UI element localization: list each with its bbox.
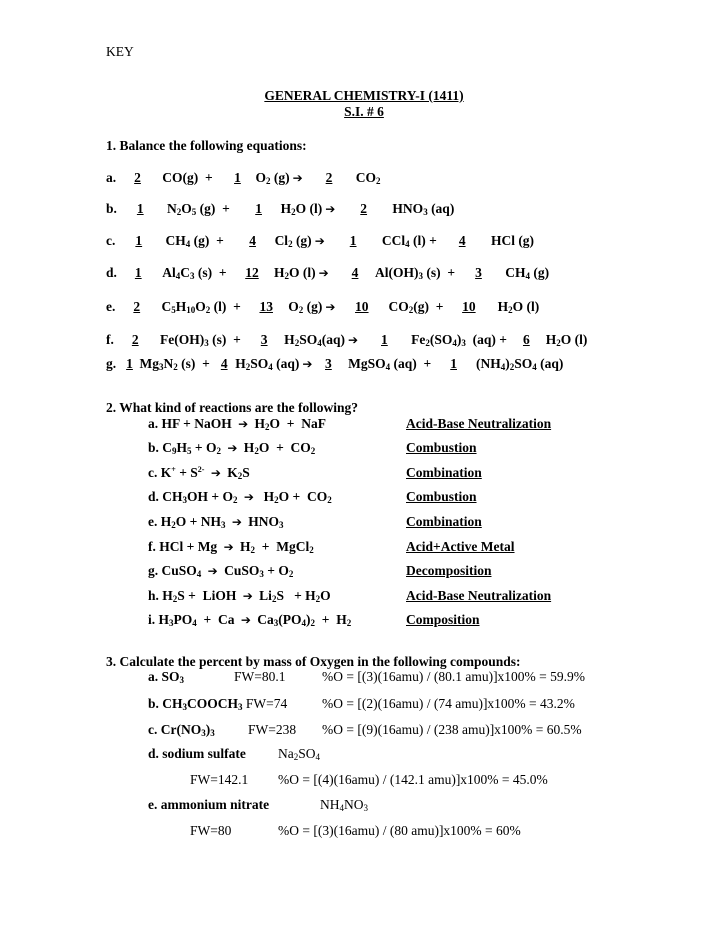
q2-reaction-h: h. $H_2S$ + LiOH ➔ $Li_2S + H_2O$ [148, 588, 331, 604]
arrow-icon: ➔ [240, 613, 251, 627]
arrow-icon: ➔ [292, 171, 303, 185]
eq-f: f. 2 $Fe(OH)_3$ (s) + 3 $H_2SO_4(aq)$ ➔ 1 $Fe_2(SO_4)_3$ (aq) + 6 $H_2O$ (l) [106, 332, 588, 348]
q2-answer-h: Acid-Base Neutralization [406, 588, 552, 603]
eq-a: a. 2 CO(g) + 1 $O_2$ (g) ➔ 2 $CO_2$ [106, 170, 381, 186]
arrow-icon: ➔ [318, 266, 329, 280]
eq-label: e. [106, 299, 116, 314]
q2-answer-c: Combination [406, 465, 482, 480]
q3-fw-d: FW=142.1 [190, 772, 249, 787]
q3-calc-b: %O = [(2)(16amu) / (74 amu)]x100% = 43.2% [322, 696, 575, 711]
coef: 2 [133, 299, 141, 314]
q3-compound-c: c. $Cr(NO_3)_3$ [148, 722, 215, 738]
q2-reaction-b: b. $C_9H_5 + O_2$ ➔ $H_2O + CO_2$ [148, 440, 316, 456]
coef: 1 [234, 170, 241, 185]
coef: 6 [522, 332, 530, 347]
coef: 1 [349, 233, 357, 248]
arrow-icon: ➔ [325, 202, 336, 216]
q3-formula-e: $NH_4NO_3$ [320, 797, 368, 813]
coef: 10 [355, 299, 369, 314]
q2-reaction-e: e. $H_2O + NH_3$ ➔ $HNO_3$ [148, 514, 284, 530]
coef: 2 [131, 332, 139, 347]
q2-answer-e: Combination [406, 514, 482, 529]
eq-label: d. [106, 265, 117, 280]
q3-fw-b: FW=74 [245, 696, 288, 711]
eq-label: f. [106, 332, 114, 347]
eq-label: g. [106, 356, 117, 371]
coef: 1 [135, 233, 143, 248]
arrow-icon: ➔ [207, 564, 218, 578]
eq-label: b. [106, 201, 117, 216]
coef: 1 [450, 356, 457, 371]
q3-calc-d: %O = [(4)(16amu) / (142.1 amu)]x100% = 45.0% [278, 772, 548, 787]
coef: 3 [325, 356, 332, 371]
key-label: KEY [106, 44, 134, 59]
eq-label: c. [106, 233, 116, 248]
coef: 1 [134, 265, 142, 280]
q3-fw-a: FW=80.1 [234, 669, 286, 684]
coef: 12 [245, 265, 259, 280]
coef: 1 [126, 356, 133, 371]
eq-e: e. 2 $C_5H_{10}O_2$ (l) + 13 $O_2$ (g) ➔ 10 $CO_2(g) + 10$ $H_2O$ (l) [106, 299, 540, 315]
q3-heading: 3. Calculate the percent by mass of Oxygen in the following compounds: [106, 654, 521, 669]
q3-fw-c: FW=238 [248, 722, 297, 737]
eq-c: c. 1 $CH_4$ (g) + 4 $Cl_2$ (g) ➔ 1 CCl$_4$ (l) + 4 HCl (g) [106, 233, 535, 249]
arrow-icon: ➔ [223, 540, 234, 554]
q3-calc-a: %O = [(3)(16amu) / (80.1 amu)]x100% = 59.9% [322, 669, 586, 684]
coef: 3 [475, 265, 482, 280]
coef: 13 [259, 299, 273, 314]
q2-reaction-i: i. $H_3PO_4 + Ca$ ➔ $Ca_3(PO_4)_2 + H_2$ [148, 612, 352, 628]
q2-answer-a: Acid-Base Neutralization [406, 416, 552, 431]
q3-compound-a: a. $SO_3$ [148, 669, 185, 685]
arrow-icon: ➔ [231, 515, 242, 529]
coef: 2 [134, 170, 141, 185]
q3-fw-e: FW=80 [190, 823, 232, 838]
q2-reaction-c: c. $K^+ + S^{2-}$ ➔ $K_2S$ [148, 465, 250, 481]
coef: 4 [458, 233, 466, 248]
coef: 1 [381, 332, 388, 347]
q2-reaction-d: d. $CH_3OH + O_2$ ➔ $H_2O + CO_2$ [148, 489, 332, 505]
eq-g: g. 1 $Mg_3N_2$ (s) + 4 $H_2SO_4$ (aq) ➔ 3 MgSO$_4$ (aq) + 1 $(NH_4)_2SO_4$ (aq) [106, 356, 564, 372]
q3-compound-d: d. sodium sulfate [148, 746, 246, 761]
q3-compound-b: b. $CH_3COOCH_3$ FW=74 [148, 696, 288, 712]
arrow-icon: ➔ [227, 441, 238, 455]
coef: 3 [260, 332, 268, 347]
q2-answer-f: Acid+Active Metal [406, 539, 515, 554]
q1-heading: 1. Balance the following equations: [106, 138, 307, 153]
q2-reaction-a: a. HF + NaOH ➔ $H_2O$ + NaF [148, 416, 326, 432]
coef: 2 [360, 201, 368, 216]
arrow-icon: ➔ [347, 333, 359, 347]
coef: 1 [136, 201, 144, 216]
q3-formula-d: $Na_2SO_4$ [278, 746, 321, 762]
eq-b: b. 1 $N_2O_5$ (g) + 1 $H_2O$ (l) ➔ 2 $HNO_3$ (aq) [106, 201, 455, 217]
eq-d: d. 1 $Al_4C_3$ (s) + 12 $H_2O$ (l) ➔ 4 $Al(OH)_3$ (s) + 3 $CH_4$ (g) [106, 265, 550, 281]
q2-heading: 2. What kind of reactions are the following? [106, 400, 359, 415]
arrow-icon: ➔ [314, 234, 325, 248]
arrow-icon: ➔ [325, 300, 336, 314]
arrow-icon: ➔ [238, 417, 249, 431]
arrow-icon: ➔ [210, 466, 221, 480]
coef: 4 [351, 265, 359, 280]
page-subtitle: S.I. # 6 [344, 104, 384, 119]
arrow-icon: ➔ [243, 490, 254, 504]
arrow-icon: ➔ [302, 357, 313, 371]
q3-compound-e: e. ammonium nitrate [148, 797, 270, 812]
q2-answer-i: Composition [406, 612, 480, 627]
coef: 10 [462, 299, 476, 314]
coef: 1 [255, 201, 262, 216]
coef: 4 [220, 356, 228, 371]
coef: 2 [325, 170, 333, 185]
q2-reaction-g: g. CuSO$_4$ ➔ CuSO$_3$ + $O_2$ [148, 563, 294, 579]
eq-label: a. [106, 170, 117, 185]
q3-calc-c: %O = [(9)(16amu) / (238 amu)]x100% = 60.5% [322, 722, 582, 737]
q2-answer-g: Decomposition [406, 563, 492, 578]
q2-reaction-f: f. HCl + Mg ➔ $H_2$ + MgCl$_2$ [148, 539, 314, 555]
q3-calc-e: %O = [(3)(16amu) / (80 amu)]x100% = 60% [278, 823, 521, 838]
q2-answer-b: Combustion [406, 440, 477, 455]
page-title: GENERAL CHEMISTRY-I (1411) [264, 88, 464, 103]
arrow-icon: ➔ [242, 589, 253, 603]
q2-answer-d: Combustion [406, 489, 477, 504]
coef: 4 [249, 233, 256, 248]
